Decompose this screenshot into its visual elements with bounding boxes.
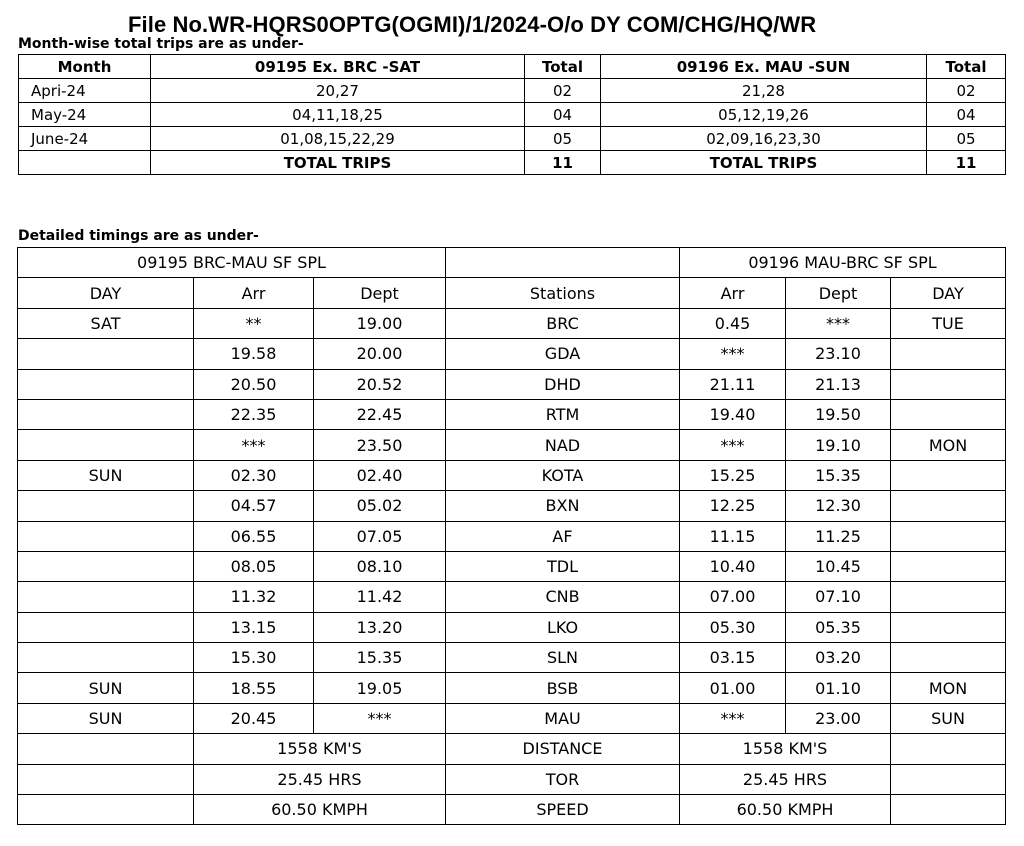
total2-cell: 05 [927, 127, 1006, 151]
arr2-cell: 0.45 [680, 308, 786, 338]
trips-row [19, 127, 1006, 151]
day1-cell [18, 551, 194, 581]
day1-cell [18, 612, 194, 642]
dept1-cell: 15.35 [314, 643, 446, 673]
dates1-cell: 01,08,15,22,29 [151, 127, 525, 151]
day2-cell: SUN [891, 703, 1006, 733]
arr1-cell: 20.45 [194, 703, 314, 733]
arr2-cell: 12.25 [680, 491, 786, 521]
station-cell: BXN [446, 491, 680, 521]
station-header: Stations [446, 278, 680, 308]
arr2-cell: *** [680, 430, 786, 460]
dept2-cell: 05.35 [786, 612, 891, 642]
day2-cell [891, 643, 1006, 673]
total1-cell: 04 [525, 103, 601, 127]
day2-cell [891, 399, 1006, 429]
arr1-cell: 06.55 [194, 521, 314, 551]
station-cell: BRC [446, 308, 680, 338]
total1-header: Total [525, 55, 601, 79]
day2-cell [891, 460, 1006, 490]
train1-title: 09195 BRC-MAU SF SPL [18, 248, 446, 278]
month-cell: June-24 [19, 127, 151, 151]
day1-cell [18, 521, 194, 551]
day2-header: DAY [891, 278, 1006, 308]
summary-label: TOR [446, 764, 680, 794]
arr1-cell: 04.57 [194, 491, 314, 521]
day2-cell [891, 612, 1006, 642]
summary-label: DISTANCE [446, 734, 680, 764]
day1-cell [18, 491, 194, 521]
empty-cell [446, 248, 680, 278]
timing-row [18, 369, 1006, 399]
dept2-cell: 03.20 [786, 643, 891, 673]
arr1-cell: 22.35 [194, 399, 314, 429]
timing-row [18, 673, 1006, 703]
train2-header: 09196 Ex. MAU -SUN [601, 55, 927, 79]
empty-cell [18, 795, 194, 825]
total-trips-value2: 11 [927, 151, 1006, 175]
dept1-cell: 13.20 [314, 612, 446, 642]
summary-value2: 25.45 HRS [680, 764, 891, 794]
empty-cell [19, 151, 151, 175]
timings-header-row [18, 278, 1006, 308]
dates1-cell: 04,11,18,25 [151, 103, 525, 127]
total2-cell: 02 [927, 79, 1006, 103]
arr2-cell: 10.40 [680, 551, 786, 581]
summary-value1: 60.50 KMPH [194, 795, 446, 825]
dept1-cell: 19.05 [314, 673, 446, 703]
day1-cell [18, 369, 194, 399]
dept2-cell: 23.10 [786, 339, 891, 369]
day1-cell [18, 582, 194, 612]
train-title-row [18, 248, 1006, 278]
day1-header: DAY [18, 278, 194, 308]
day2-cell: MON [891, 673, 1006, 703]
arr2-cell: *** [680, 339, 786, 369]
dept2-cell: *** [786, 308, 891, 338]
day1-cell [18, 399, 194, 429]
station-cell: TDL [446, 551, 680, 581]
summary-value1: 1558 KM'S [194, 734, 446, 764]
timing-row [18, 339, 1006, 369]
summary-value1: 25.45 HRS [194, 764, 446, 794]
summary-row [18, 764, 1006, 794]
dept2-cell: 11.25 [786, 521, 891, 551]
arr2-cell: 19.40 [680, 399, 786, 429]
station-cell: DHD [446, 369, 680, 399]
empty-cell [891, 795, 1006, 825]
dept1-cell: *** [314, 703, 446, 733]
total1-cell: 05 [525, 127, 601, 151]
dept2-cell: 21.13 [786, 369, 891, 399]
empty-cell [891, 764, 1006, 794]
arr1-header: Arr [194, 278, 314, 308]
total1-cell: 02 [525, 79, 601, 103]
station-cell: KOTA [446, 460, 680, 490]
timing-row [18, 399, 1006, 429]
arr1-cell: 15.30 [194, 643, 314, 673]
summary-row [18, 795, 1006, 825]
station-cell: CNB [446, 582, 680, 612]
summary-label: SPEED [446, 795, 680, 825]
day1-cell: SAT [18, 308, 194, 338]
day2-cell: MON [891, 430, 1006, 460]
summary-value2: 1558 KM'S [680, 734, 891, 764]
station-cell: GDA [446, 339, 680, 369]
dept2-cell: 19.10 [786, 430, 891, 460]
dept1-cell: 23.50 [314, 430, 446, 460]
month-header: Month [19, 55, 151, 79]
day2-cell [891, 582, 1006, 612]
dept2-cell: 23.00 [786, 703, 891, 733]
dept2-cell: 19.50 [786, 399, 891, 429]
dept1-cell: 20.00 [314, 339, 446, 369]
arr1-cell: 13.15 [194, 612, 314, 642]
station-cell: NAD [446, 430, 680, 460]
trips-total-row [19, 151, 1006, 175]
timing-row [18, 521, 1006, 551]
dept2-header: Dept [786, 278, 891, 308]
train1-header: 09195 Ex. BRC -SAT [151, 55, 525, 79]
dept1-cell: 02.40 [314, 460, 446, 490]
arr1-cell: 19.58 [194, 339, 314, 369]
arr1-cell: 18.55 [194, 673, 314, 703]
total-trips-label1: TOTAL TRIPS [151, 151, 525, 175]
timing-row [18, 643, 1006, 673]
arr1-cell: ** [194, 308, 314, 338]
timing-row [18, 582, 1006, 612]
summary-row [18, 734, 1006, 764]
month-cell: May-24 [19, 103, 151, 127]
trips-caption: Month-wise total trips are as under- [18, 36, 304, 52]
station-cell: BSB [446, 673, 680, 703]
total2-header: Total [927, 55, 1006, 79]
day1-cell: SUN [18, 460, 194, 490]
summary-value2: 60.50 KMPH [680, 795, 891, 825]
day1-cell [18, 643, 194, 673]
timing-row [18, 460, 1006, 490]
arr2-cell: 11.15 [680, 521, 786, 551]
dept2-cell: 15.35 [786, 460, 891, 490]
timings-caption: Detailed timings are as under- [18, 228, 259, 244]
timings-table [17, 247, 1006, 825]
total-trips-label2: TOTAL TRIPS [601, 151, 927, 175]
timing-row [18, 612, 1006, 642]
day2-cell [891, 339, 1006, 369]
arr2-cell: 15.25 [680, 460, 786, 490]
file-number: File No.WR-HQRS0OPTG(OGMI)/1/2024-O/o DY COM/CHG/HQ/WR [128, 12, 817, 37]
arr1-cell: 11.32 [194, 582, 314, 612]
dates1-cell: 20,27 [151, 79, 525, 103]
arr1-cell: 02.30 [194, 460, 314, 490]
day2-cell [891, 551, 1006, 581]
empty-cell [891, 734, 1006, 764]
day2-cell [891, 521, 1006, 551]
timing-row [18, 308, 1006, 338]
dept2-cell: 07.10 [786, 582, 891, 612]
dept2-cell: 10.45 [786, 551, 891, 581]
train2-title: 09196 MAU-BRC SF SPL [680, 248, 1006, 278]
day1-cell: SUN [18, 673, 194, 703]
trips-row [19, 79, 1006, 103]
month-cell: Apri-24 [19, 79, 151, 103]
dept1-cell: 22.45 [314, 399, 446, 429]
arr1-cell: *** [194, 430, 314, 460]
dept2-cell: 01.10 [786, 673, 891, 703]
empty-cell [18, 734, 194, 764]
day2-cell [891, 369, 1006, 399]
arr2-header: Arr [680, 278, 786, 308]
dept1-cell: 05.02 [314, 491, 446, 521]
dates2-cell: 21,28 [601, 79, 927, 103]
timing-row [18, 491, 1006, 521]
dept1-cell: 11.42 [314, 582, 446, 612]
timing-row [18, 430, 1006, 460]
monthly-trips-table [18, 54, 1006, 175]
dept1-cell: 08.10 [314, 551, 446, 581]
timing-row [18, 703, 1006, 733]
total-trips-value1: 11 [525, 151, 601, 175]
trips-row [19, 103, 1006, 127]
empty-cell [18, 764, 194, 794]
arr2-cell: *** [680, 703, 786, 733]
dates2-cell: 05,12,19,26 [601, 103, 927, 127]
station-cell: LKO [446, 612, 680, 642]
arr1-cell: 20.50 [194, 369, 314, 399]
station-cell: MAU [446, 703, 680, 733]
day2-cell: TUE [891, 308, 1006, 338]
dates2-cell: 02,09,16,23,30 [601, 127, 927, 151]
day1-cell: SUN [18, 703, 194, 733]
station-cell: SLN [446, 643, 680, 673]
arr2-cell: 21.11 [680, 369, 786, 399]
arr2-cell: 05.30 [680, 612, 786, 642]
arr2-cell: 07.00 [680, 582, 786, 612]
station-cell: RTM [446, 399, 680, 429]
day1-cell [18, 430, 194, 460]
station-cell: AF [446, 521, 680, 551]
dept1-header: Dept [314, 278, 446, 308]
arr2-cell: 03.15 [680, 643, 786, 673]
trips-header-row [19, 55, 1006, 79]
total2-cell: 04 [927, 103, 1006, 127]
dept1-cell: 07.05 [314, 521, 446, 551]
arr1-cell: 08.05 [194, 551, 314, 581]
dept1-cell: 19.00 [314, 308, 446, 338]
arr2-cell: 01.00 [680, 673, 786, 703]
dept2-cell: 12.30 [786, 491, 891, 521]
timing-row [18, 551, 1006, 581]
day1-cell [18, 339, 194, 369]
dept1-cell: 20.52 [314, 369, 446, 399]
day2-cell [891, 491, 1006, 521]
